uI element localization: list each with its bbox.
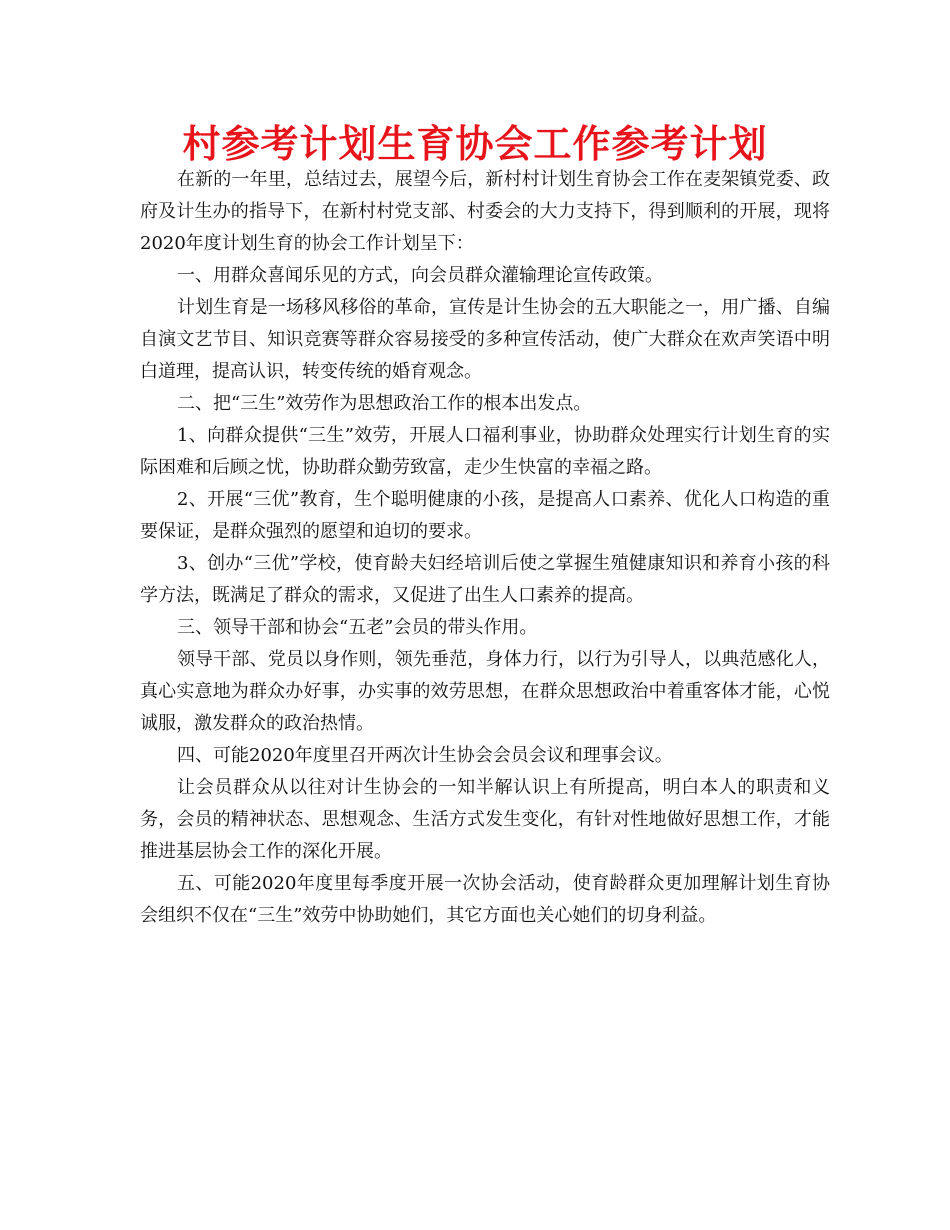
paragraph-1-body: 计划生育是一场移风移俗的革命，宣传是计生协会的五大职能之一，用广播、自编自演文艺节目、知识竞赛等群众容易接受的多种宣传活动，使广大群众在欢声笑语中明白道理，提高认识，转变传统的婚育观念。 xyxy=(140,297,830,382)
paragraph-intro: 在新的一年里，总结过去，展望今后，新村村计划生育协会工作在麦架镇党委、政府及计生办的指导下，在新村村党支部、村委会的大力支持下，得到顺利的开展，现将2020年度计划生育的协会工作计划呈下： xyxy=(140,169,830,254)
paragraph-heading-3: 三、领导干部和协会“五老”会员的带头作用。 xyxy=(177,617,538,638)
paragraph-heading-1: 一、用群众喜闻乐见的方式，向会员群众灌输理论宣传政策。 xyxy=(177,265,663,286)
paragraph-heading-4: 四、可能2020年度里召开两次计生协会会员会议和理事会议。 xyxy=(177,745,673,766)
paragraph-3-body: 领导干部、党员以身作则，领先垂范，身体力行，以行为引导人，以典范感化人，真心实意地为群众办好事，办实事的效劳思想，在群众思想政治中着重客体才能，心悦诚服，激发群众的政治热情。 xyxy=(140,649,830,734)
paragraph-heading-5: 五、可能2020年度里每季度开展一次协会活动，使育龄群众更加理解计划生育协会组织不仅在“三生”效劳中协助她们，其它方面也关心她们的切身利益。 xyxy=(140,873,830,926)
paragraph-heading-2: 二、把“三生”效劳作为思想政治工作的根本出发点。 xyxy=(177,393,592,414)
paragraph-2-item-3: 3、创办“三优”学校，使育龄夫妇经培训后使之掌握生殖健康知识和养育小孩的科学方法，既满足了群众的需求，又促进了出生人口素养的提高。 xyxy=(140,553,830,606)
paragraph-2-item-2: 2、开展“三优”教育，生个聪明健康的小孩，是提高人口素养、优化人口构造的重要保证，是群众强烈的愿望和迫切的要求。 xyxy=(140,489,830,542)
document-body xyxy=(140,164,830,932)
paragraph-2-item-1: 1、向群众提供“三生”效劳，开展人口福利事业，协助群众处理实行计划生育的实际困难和后顾之忧，协助群众勤劳致富，走少生快富的幸福之路。 xyxy=(140,425,830,478)
paragraph-4-body: 让会员群众从以往对计生协会的一知半解认识上有所提高，明白本人的职责和义务，会员的精神状态、思想观念、生活方式发生变化，有针对性地做好思想工作，才能推进基层协会工作的深化开展。 xyxy=(140,777,830,862)
document-title: 村参考计划生育协会工作参考计划 xyxy=(182,122,768,166)
